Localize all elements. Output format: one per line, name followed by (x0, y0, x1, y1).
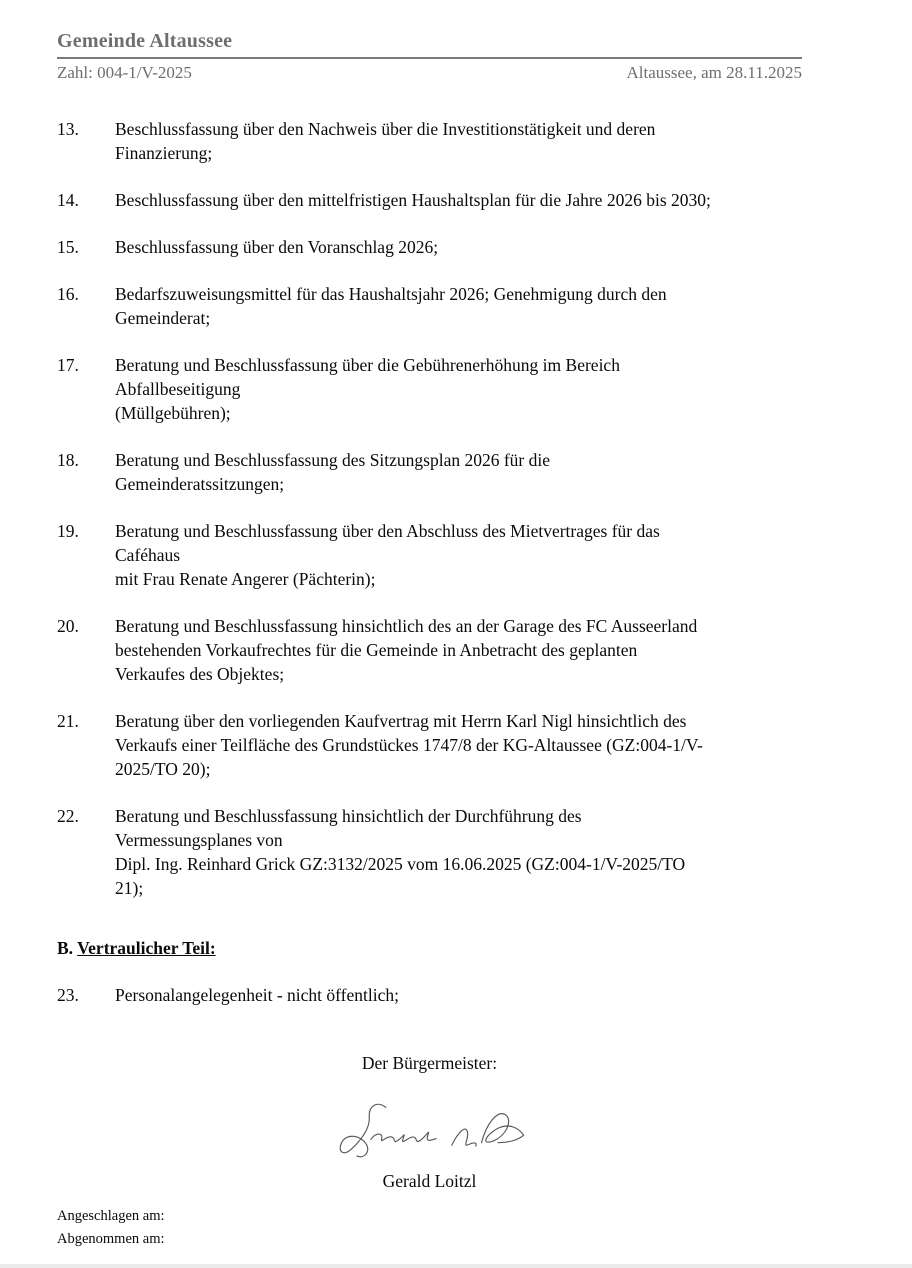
removed-on-label: Abgenommen am: (57, 1231, 165, 1247)
agenda-item-line: Beschlussfassung über den Voranschlag 2026; (115, 237, 439, 257)
agenda-item-number: 17. (57, 355, 79, 375)
agenda-item-line: Beratung und Beschlussfassung hinsichtlich der Durchführung des (115, 806, 582, 826)
agenda-item-line: Verkaufs einer Teilfläche des Grundstückes 1747/8 der KG-Altaussee (GZ:004-1/V- (115, 735, 703, 755)
agenda-item-line: Beratung und Beschlussfassung über den Abschluss des Mietvertrages für das (115, 521, 660, 541)
agenda-item-number: 15. (57, 237, 79, 257)
agenda-item-line: (Müllgebühren); (115, 403, 231, 423)
agenda-item-number: 14. (57, 190, 79, 210)
agenda-item (57, 983, 802, 1007)
signature-role: Der Bürgermeister: (361, 1053, 498, 1073)
agenda-item-text (115, 448, 550, 496)
agenda-item-number: 22. (57, 806, 79, 826)
agenda-item-text (115, 983, 399, 1007)
agenda-item-text (115, 614, 697, 686)
agenda-item-line: Gemeinderat; (115, 308, 211, 328)
agenda-item-line: Beschlussfassung über den mittelfristigen Haushaltsplan für die Jahre 2026 bis 2030; (115, 190, 711, 210)
agenda-item-text (115, 188, 711, 212)
agenda-item-line: Beschlussfassung über den Nachweis über die Investitionstätigkeit und deren (115, 119, 656, 139)
agenda-item-line: Vermessungsplanes von (115, 830, 283, 850)
agenda-item-line: Gemeinderatssitzungen; (115, 474, 285, 494)
agenda-item-text (115, 804, 685, 900)
section-b-title: Vertraulicher Teil: (77, 938, 216, 958)
agenda-item-number: 20. (57, 616, 79, 636)
agenda-item (57, 519, 802, 591)
agenda-item-line: 21); (115, 878, 144, 898)
agenda-item-line: Beratung und Beschlussfassung hinsichtlich des an der Garage des FC Ausseerland (115, 616, 698, 636)
confidential-list (57, 983, 802, 1007)
agenda-item (57, 188, 802, 212)
agenda-item-number: 23. (57, 985, 79, 1005)
agenda-item-line: Abfallbeseitigung (115, 379, 241, 399)
agenda-item-line: Verkaufes des Objektes; (115, 664, 285, 684)
place-and-date: Altaussee, am 28.11.2025 (626, 63, 802, 82)
agenda-list (57, 117, 802, 900)
agenda-item-text (115, 709, 703, 781)
agenda-item-number: 21. (57, 711, 79, 731)
agenda-item (57, 614, 802, 686)
section-b-prefix: B. (57, 938, 74, 958)
signature-name: Gerald Loitzl (382, 1171, 477, 1191)
document-title: Gemeinde Altaussee (57, 30, 802, 59)
agenda-item-line: 2025/TO 20); (115, 759, 211, 779)
signature-image (57, 1099, 802, 1165)
page-bottom-edge (0, 1264, 912, 1268)
agenda-item-line: Dipl. Ing. Reinhard Grick GZ:3132/2025 vom 16.06.2025 (GZ:004-1/V-2025/TO (115, 854, 686, 874)
agenda-item-line: Bedarfszuweisungsmittel für das Haushaltsjahr 2026; Genehmigung durch den (115, 284, 667, 304)
agenda-item (57, 353, 802, 425)
agenda-item-number: 16. (57, 284, 79, 304)
agenda-item-line: Beratung und Beschlussfassung des Sitzungsplan 2026 für die (115, 450, 551, 470)
agenda-item-line: Personalangelegenheit - nicht öffentlich; (115, 985, 399, 1005)
handwritten-signature-icon (317, 1099, 542, 1165)
agenda-item-number: 19. (57, 521, 79, 541)
agenda-item-text (115, 235, 438, 259)
agenda-item (57, 448, 802, 496)
agenda-item-line: mit Frau Renate Angerer (Pächterin); (115, 569, 376, 589)
agenda-item-number: 18. (57, 450, 79, 470)
section-b-heading (57, 936, 802, 960)
agenda-item-line: Beratung und Beschlussfassung über die Gebührenerhöhung im Bereich (115, 355, 620, 375)
agenda-item-text (115, 519, 660, 591)
agenda-item-text (115, 282, 667, 330)
agenda-item-line: Finanzierung; (115, 143, 213, 163)
agenda-item (57, 282, 802, 330)
agenda-item-line: bestehenden Vorkaufrechtes für die Gemeinde in Anbetracht des geplanten (115, 640, 638, 660)
agenda-item-line: Caféhaus (115, 545, 181, 565)
agenda-item (57, 709, 802, 781)
agenda-item-number: 13. (57, 119, 79, 139)
agenda-item (57, 117, 802, 165)
reference-number: Zahl: 004-1/V-2025 (57, 63, 192, 82)
signature-block (57, 1051, 802, 1193)
footer-notes (57, 1205, 165, 1251)
header-meta-row (57, 63, 802, 83)
agenda-item-line: Beratung über den vorliegenden Kaufvertrag mit Herrn Karl Nigl hinsichtlich des (115, 711, 687, 731)
posted-on-label: Angeschlagen am: (57, 1208, 165, 1224)
agenda-item-text (115, 353, 620, 425)
agenda-item (57, 235, 802, 259)
agenda-item (57, 804, 802, 900)
agenda-item-text (115, 117, 655, 165)
